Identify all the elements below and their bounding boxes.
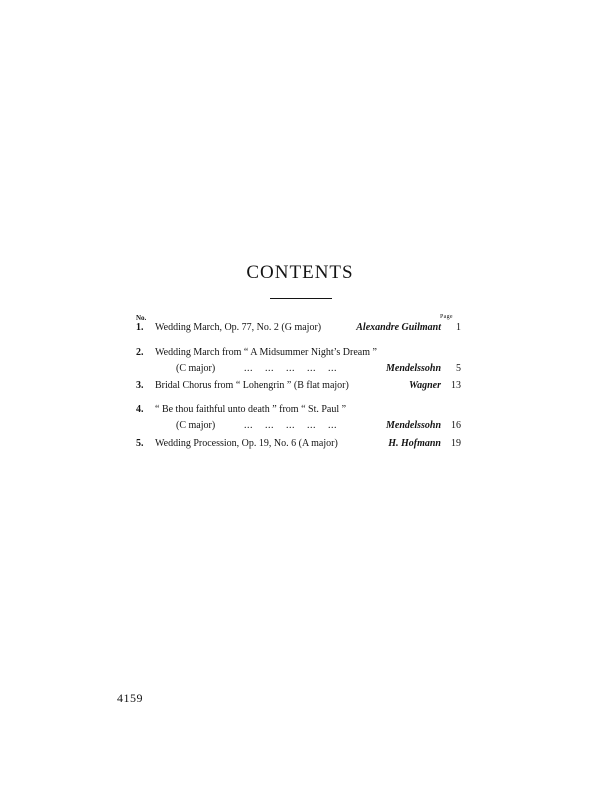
entry-page-number: 13 <box>451 380 461 391</box>
entry-key: (C major) <box>176 363 216 374</box>
entry-title: Wedding March, Op. 77, No. 2 (G major) <box>155 322 322 333</box>
entry-number: 5. <box>136 438 144 449</box>
entry-page-number: 19 <box>451 438 461 449</box>
contents-entry[interactable] <box>136 345 461 377</box>
entry-title: Wedding March from “ A Midsummer Night’s Dream ” <box>155 347 377 358</box>
entry-title: Bridal Chorus from “ Lohengrin ” (B flat major) <box>155 380 349 391</box>
entry-leader-dots: ... ... ... ... ... <box>244 420 337 431</box>
entry-number: 4. <box>136 404 144 415</box>
column-header-page: Page <box>440 314 453 320</box>
entry-title: “ Be thou faithful unto death ” from “ St. Paul ” <box>155 404 347 415</box>
entry-leader-dots: ... ... ... ... ... <box>244 363 337 374</box>
entry-title: Wedding Procession, Op. 19, No. 6 (A major) <box>155 438 338 449</box>
column-header-number: No. <box>136 314 147 322</box>
entry-composer: Mendelssohn <box>385 363 441 374</box>
entry-composer: H. Hofmann <box>388 438 441 449</box>
contents-entry[interactable] <box>136 402 461 434</box>
catalog-number: 4159 <box>117 691 143 705</box>
entry-number: 2. <box>136 347 144 358</box>
entry-composer: Wagner <box>408 380 441 391</box>
entry-key: (C major) <box>176 420 216 431</box>
entry-number: 1. <box>136 322 144 333</box>
entry-page-number: 16 <box>451 420 461 431</box>
entry-page-number: 1 <box>456 322 461 333</box>
title-divider <box>270 298 332 299</box>
entry-number: 3. <box>136 380 144 391</box>
entry-composer: Mendelssohn <box>385 420 441 431</box>
contents-entry[interactable] <box>136 320 461 336</box>
contents-entry[interactable] <box>136 436 461 452</box>
page-title: CONTENTS <box>246 262 354 283</box>
entry-composer: Alexandre Guilmant <box>356 322 441 333</box>
contents-entry[interactable] <box>136 378 461 394</box>
entry-page-number: 5 <box>456 363 461 374</box>
